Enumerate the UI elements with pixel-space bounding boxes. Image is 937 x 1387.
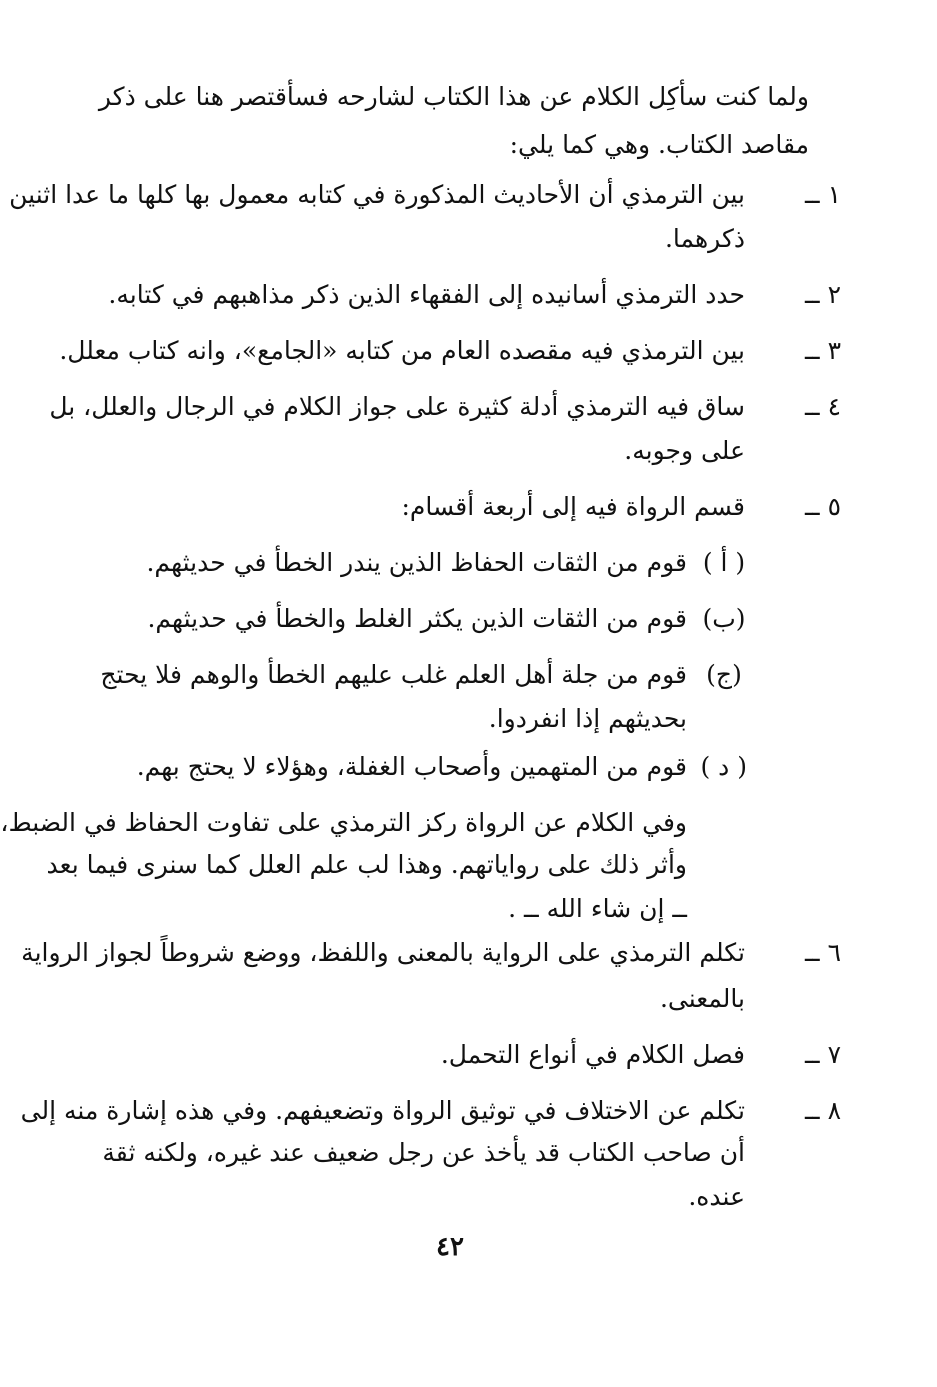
point-8-line-3: عنده. xyxy=(688,1182,745,1211)
point-1-number: ١ ــ xyxy=(804,180,841,209)
subpoint-d-line-1: قوم من المتهمين وأصحاب الغفلة، وهؤلاء لا يحتج بهم. xyxy=(136,752,687,781)
subpoint-c-line-2: بحديثهم إذا انفردوا. xyxy=(488,704,687,733)
intro-line-2: مقاصد الكتاب. وهي كما يلي: xyxy=(509,130,809,159)
point-4-line-1: ساق فيه الترمذي أدلة كثيرة على جواز الكلام في الرجال والعلل، بل xyxy=(49,392,745,421)
subpoint-b-label: (ب) xyxy=(702,604,746,633)
point-2-number: ٢ ــ xyxy=(804,280,841,309)
page-number: ٤٢ xyxy=(436,1232,464,1262)
point-7-line-1: فصل الكلام في أنواع التحمل. xyxy=(440,1040,745,1069)
subpoint-a-line-1: قوم من الثقات الحفاظ الذين يندر الخطأ في حديثهم. xyxy=(146,548,687,577)
point-3-line-1: بين الترمذي فيه مقصده العام من كتابه «الجامع»، وانه كتاب معلل. xyxy=(59,336,745,365)
point-7-number: ٧ ــ xyxy=(804,1040,841,1069)
point-4-number: ٤ ــ xyxy=(804,392,841,421)
note-line-3: ــ إن شاء الله ــ . xyxy=(508,894,687,923)
point-1-line-2: ذكرهما. xyxy=(664,224,745,253)
point-1-line-1: بين الترمذي أن الأحاديث المذكورة في كتابه معمول بها كلها ما عدا اثنين xyxy=(9,180,745,209)
point-6-line-2: بالمعنى. xyxy=(659,984,745,1013)
point-2-line-1: حدد الترمذي أسانيده إلى الفقهاء الذين ذكر مذاهبهم في كتابه. xyxy=(108,280,745,309)
subpoint-b-line-1: قوم من الثقات الذين يكثر الغلط والخطأ في حديثهم. xyxy=(147,604,687,633)
point-8-line-2: أن صاحب الكتاب قد يأخذ عن رجل ضعيف عند غيره، ولكنه ثقة xyxy=(102,1138,745,1167)
subpoint-c-label: (ج) xyxy=(706,660,742,689)
point-5-line-1: قسم الرواة فيه إلى أربعة أقسام: xyxy=(401,492,745,521)
point-5-number: ٥ ــ xyxy=(804,492,841,521)
point-6-number: ٦ ــ xyxy=(804,938,841,967)
intro-line-1: ولما كنت سأكِل الكلام عن هذا الكتاب لشارحه فسأقتصر هنا على ذكر xyxy=(98,82,809,111)
point-3-number: ٣ ــ xyxy=(804,336,841,365)
subpoint-c-line-1: قوم من جلة أهل العلم غلب عليهم الخطأ والوهم فلا يحتج xyxy=(100,660,687,689)
point-6-line-1: تكلم الترمذي على الرواية بالمعنى واللفظ، ووضع شروطاً لجواز الرواية xyxy=(21,938,745,967)
point-8-number: ٨ ــ xyxy=(804,1096,841,1125)
point-4-line-2: على وجوبه. xyxy=(624,436,745,465)
point-8-line-1: تكلم عن الاختلاف في توثيق الرواة وتضعيفهم. وفي هذه إشارة منه إلى xyxy=(20,1096,745,1125)
note-line-1: وفي الكلام عن الرواة ركز الترمذي على تفاوت الحفاظ في الضبط، xyxy=(0,808,687,837)
note-line-2: وأثر ذلك على رواياتهم. وهذا لب علم العلل كما سنرى فيما بعد xyxy=(46,850,687,879)
subpoint-a-label: ( أ ) xyxy=(702,548,746,577)
subpoint-d-label: ( د ) xyxy=(700,752,747,781)
